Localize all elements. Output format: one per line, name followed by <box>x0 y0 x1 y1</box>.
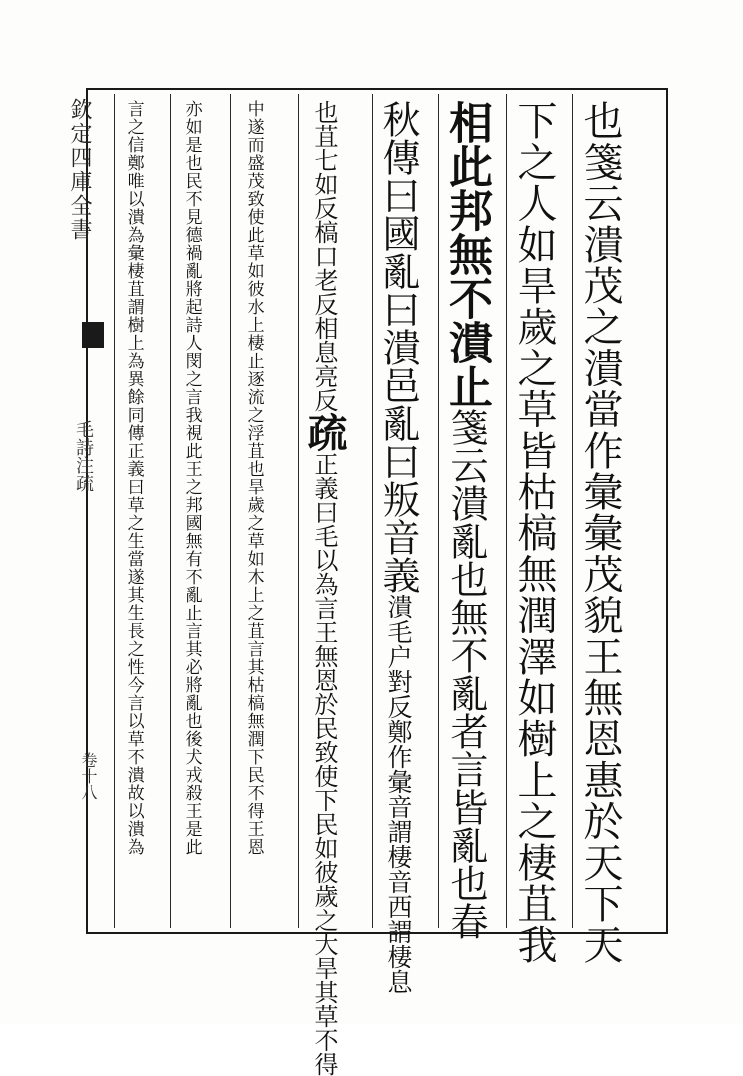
column-text: 也箋云潰茂之潰當作彙彙茂貌王無恩惠於天下天 <box>577 100 623 966</box>
text-column-5 <box>301 100 348 1076</box>
column-rule <box>298 94 299 928</box>
margin-title: 欽定四庫全書 <box>67 98 92 242</box>
column-rule <box>372 94 373 928</box>
commentary-text: 秋傳曰國亂曰潰邑亂曰叛 <box>376 100 420 518</box>
column-rule <box>438 94 439 928</box>
annotation-text: 潰毛户對反鄭作彙音謂棲音西謂棲息 <box>384 594 413 994</box>
annotation-text: 言之信鄭唯以潰為彙棲苴謂樹上為異餘同傳正義曰草之生當遂其生長之性今言以草不潰故以潰為 <box>123 100 144 856</box>
text-column-1 <box>577 100 623 966</box>
column-rule <box>230 94 231 928</box>
column-rule <box>170 94 171 928</box>
text-column-2 <box>511 100 557 966</box>
text-column-8 <box>118 100 149 920</box>
text-column-7 <box>176 100 207 920</box>
annotation-text: 亦如是也民不見德禍亂將起詩人閔之言我視此王之邦國無有不亂止言其必將亂也後犬戎殺王是此 <box>181 100 202 856</box>
text-column-6 <box>238 100 269 920</box>
annotation-text: 正義曰毛以為言王無恩於民致使下民如彼歲之大旱其草不得 <box>310 452 338 1076</box>
column-rule <box>506 94 507 928</box>
column-rule <box>572 94 573 928</box>
verse-text: 相此邦無不潰止 <box>441 100 492 408</box>
column-text: 下之人如旱歲之草皆枯槁無潤澤如樹上之棲苴我 <box>511 100 557 966</box>
commentary-text: 箋云潰亂也無不亂者言皆亂也春 <box>444 408 488 940</box>
annotation-text: 中遂而盛茂致使此草如彼水上棲止逐流之浮苴也旱歲之草如木上之苴言其枯槁無潤下民不得王恩 <box>243 100 264 856</box>
annotation-text: 也苴七如反槁口老反相息亮反 <box>310 100 338 412</box>
fishtail-mark-icon <box>82 322 104 348</box>
text-column-3 <box>441 100 492 940</box>
text-column-4 <box>376 100 420 994</box>
column-rule <box>114 94 115 928</box>
section-marker: 疏 <box>301 412 348 452</box>
volume-label: 毛詩注疏 <box>73 420 94 492</box>
section-marker: 音義 <box>376 518 420 594</box>
page-label: 卷十八 <box>79 752 98 800</box>
